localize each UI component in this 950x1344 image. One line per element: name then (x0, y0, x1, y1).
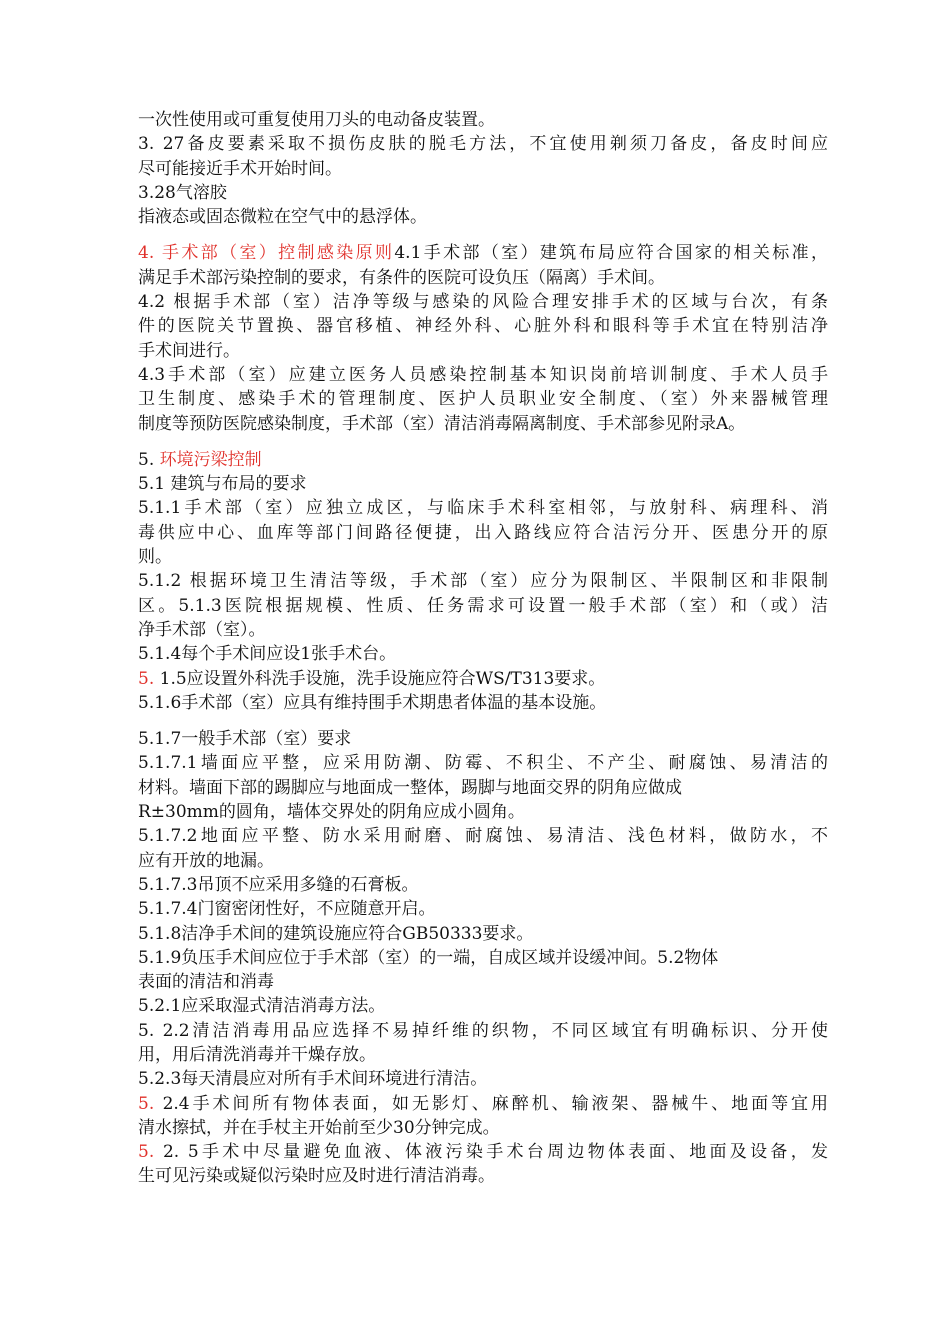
text-line: 5.1.7.3吊顶不应采用多缝的石膏板。 (138, 874, 419, 895)
section-4 (138, 241, 828, 435)
text-line: 4.2 根据手术部（室）洁净等级与感染的风险合理安排手术的区域与台次，有条 (138, 292, 828, 313)
text-line: 材料。墙面下部的踢脚应与地面成一整体，踢脚与地面交界的阴角应做成 (138, 777, 682, 798)
text-line: 5.1.4每个手术间应设1张手术台。 (138, 644, 397, 665)
text-line: 则。 (138, 547, 172, 568)
text-line: 5.2.1应采取湿式清洁消毒方法。 (138, 996, 386, 1017)
red-item-number: 5. (138, 668, 155, 689)
red-item-number: 5. (138, 1142, 155, 1163)
text-line: 尽可能接近手术开始时间。 (138, 158, 342, 179)
text-line: 5. 2. 5手术中尽量避免血液、体液污染手术台周边物体表面、地面及设备，发 (138, 1142, 828, 1163)
text-line: 手术间进行。 (138, 340, 240, 361)
text-line: 5.1.8洁净手术间的建筑设施应符合GB50333要求。 (138, 923, 534, 944)
text-line: 满足手术部污染控制的要求，有条件的医院可设负压（隔离）手术间。 (138, 267, 665, 288)
text-line: 制度等预防医院感染制度，手术部（室）清洁消毒隔离制度、手术部参见附录A。 (138, 413, 746, 434)
section-5-heading: 环境污梁控制 (159, 449, 262, 470)
text-line: 卫生制度、感染手术的管理制度、医护人员职业安全制度、（室）外来器械管理 (138, 389, 828, 410)
text-line: 5.1.1手术部（室）应独立成区，与临床手术科室相邻，与放射科、病理科、消 (138, 498, 828, 519)
text-line: 清水擦拭，并在手杖主开始前至少30分钟完成。 (138, 1117, 500, 1138)
text-line: 5.1.7.4门窗密闭性好，不应随意开启。 (138, 899, 436, 920)
text-line: 用，用后清洗消毒并干燥存放。 (138, 1044, 376, 1065)
text-line: 区。5.1.3医院根据规模、性质、任务需求可设置一般手术部（室）和（或）洁 (138, 595, 828, 616)
section-3-continuation (138, 108, 828, 229)
text-line: 表面的清洁和消毒 (138, 972, 274, 993)
paragraph-gap (138, 436, 828, 448)
text-line: 件的医院关节置换、器官移植、神经外科、心脏外科和眼科等手术宜在特别洁净 (138, 316, 828, 337)
text-line: 3. 27备皮要素采取不损伤皮肤的脱毛方法，不宜使用剃须刀备皮，备皮时间应 (138, 134, 828, 155)
text-line: 5.1.9负压手术间应位于手术部（室）的一端，自成区域并设缓冲间。5.2物体 (138, 947, 719, 968)
text-line: 生可见污染或疑似污染时应及时进行清洁消毒。 (138, 1166, 495, 1187)
text-line: 指液态或固态微粒在空气中的悬浮体。 (138, 207, 427, 228)
section-5-heading-line: 5. 环境污梁控制 (138, 449, 262, 470)
text-line: 3.28气溶胶 (138, 182, 227, 203)
text-line: 5.2.3每天清晨应对所有手术间环境进行清洁。 (138, 1069, 488, 1090)
section-4-heading: 4. 手术部（室）控制感染原则 (138, 243, 395, 264)
text-line: 应有开放的地漏。 (138, 850, 274, 871)
text-line: 4.3手术部（室）应建立医务人员感染控制基本知识岗前培训制度、手术人员手 (138, 364, 828, 385)
text-line: 净手术部（室）。 (138, 619, 266, 640)
text-line: 毒供应中心、血库等部门间路径便捷，出入路线应符合洁污分开、医患分开的原 (138, 522, 828, 543)
section-5-continued (138, 727, 828, 1189)
paragraph-gap (138, 229, 828, 241)
text-line: 5.1.2 根据环境卫生清洁等级，手术部（室）应分为限制区、半限制区和非限制 (138, 571, 828, 592)
paragraph-gap (138, 715, 828, 727)
text-line: 5.1.7.1墙面应平整，应采用防潮、防霉、不积尘、不产尘、耐腐蚀、易清洁的 (138, 753, 828, 774)
text-line: 5.1 建筑与布局的要求 (138, 474, 307, 495)
text-line: 5. 1.5应设置外科洗手设施，洗手设施应符合WS/T313要求。 (138, 668, 606, 689)
document-page (138, 108, 828, 1189)
text-line: 一次性使用或可重复使用刀头的电动备皮装置。 (138, 110, 495, 130)
red-item-number: 5. (138, 1093, 155, 1114)
text-line: 5.1.7.2地面应平整、防水采用耐磨、耐腐蚀、易清洁、浅色材料，做防水，不 (138, 826, 828, 847)
text-line: 5.1.7一般手术部（室）要求 (138, 729, 352, 750)
section-5 (138, 448, 828, 715)
text-line: 5. 2.2清洁消毒用品应选择不易掉纤维的织物，不同区域宜有明确标识、分开使 (138, 1020, 828, 1041)
text-line: 5. 2.4手术间所有物体表面，如无影灯、麻醉机、输液架、器械牛、地面等宜用 (138, 1093, 828, 1114)
text-line: R±30mm的圆角，墙体交界处的阴角应成小圆角。 (138, 802, 525, 823)
text-line: 5.1.6手术部（室）应具有维持围手术期患者体温的基本设施。 (138, 692, 607, 713)
section-4-heading-line: 4. 手术部（室）控制感染原则4.1手术部（室）建筑布局应符合国家的相关标准， (138, 243, 828, 264)
